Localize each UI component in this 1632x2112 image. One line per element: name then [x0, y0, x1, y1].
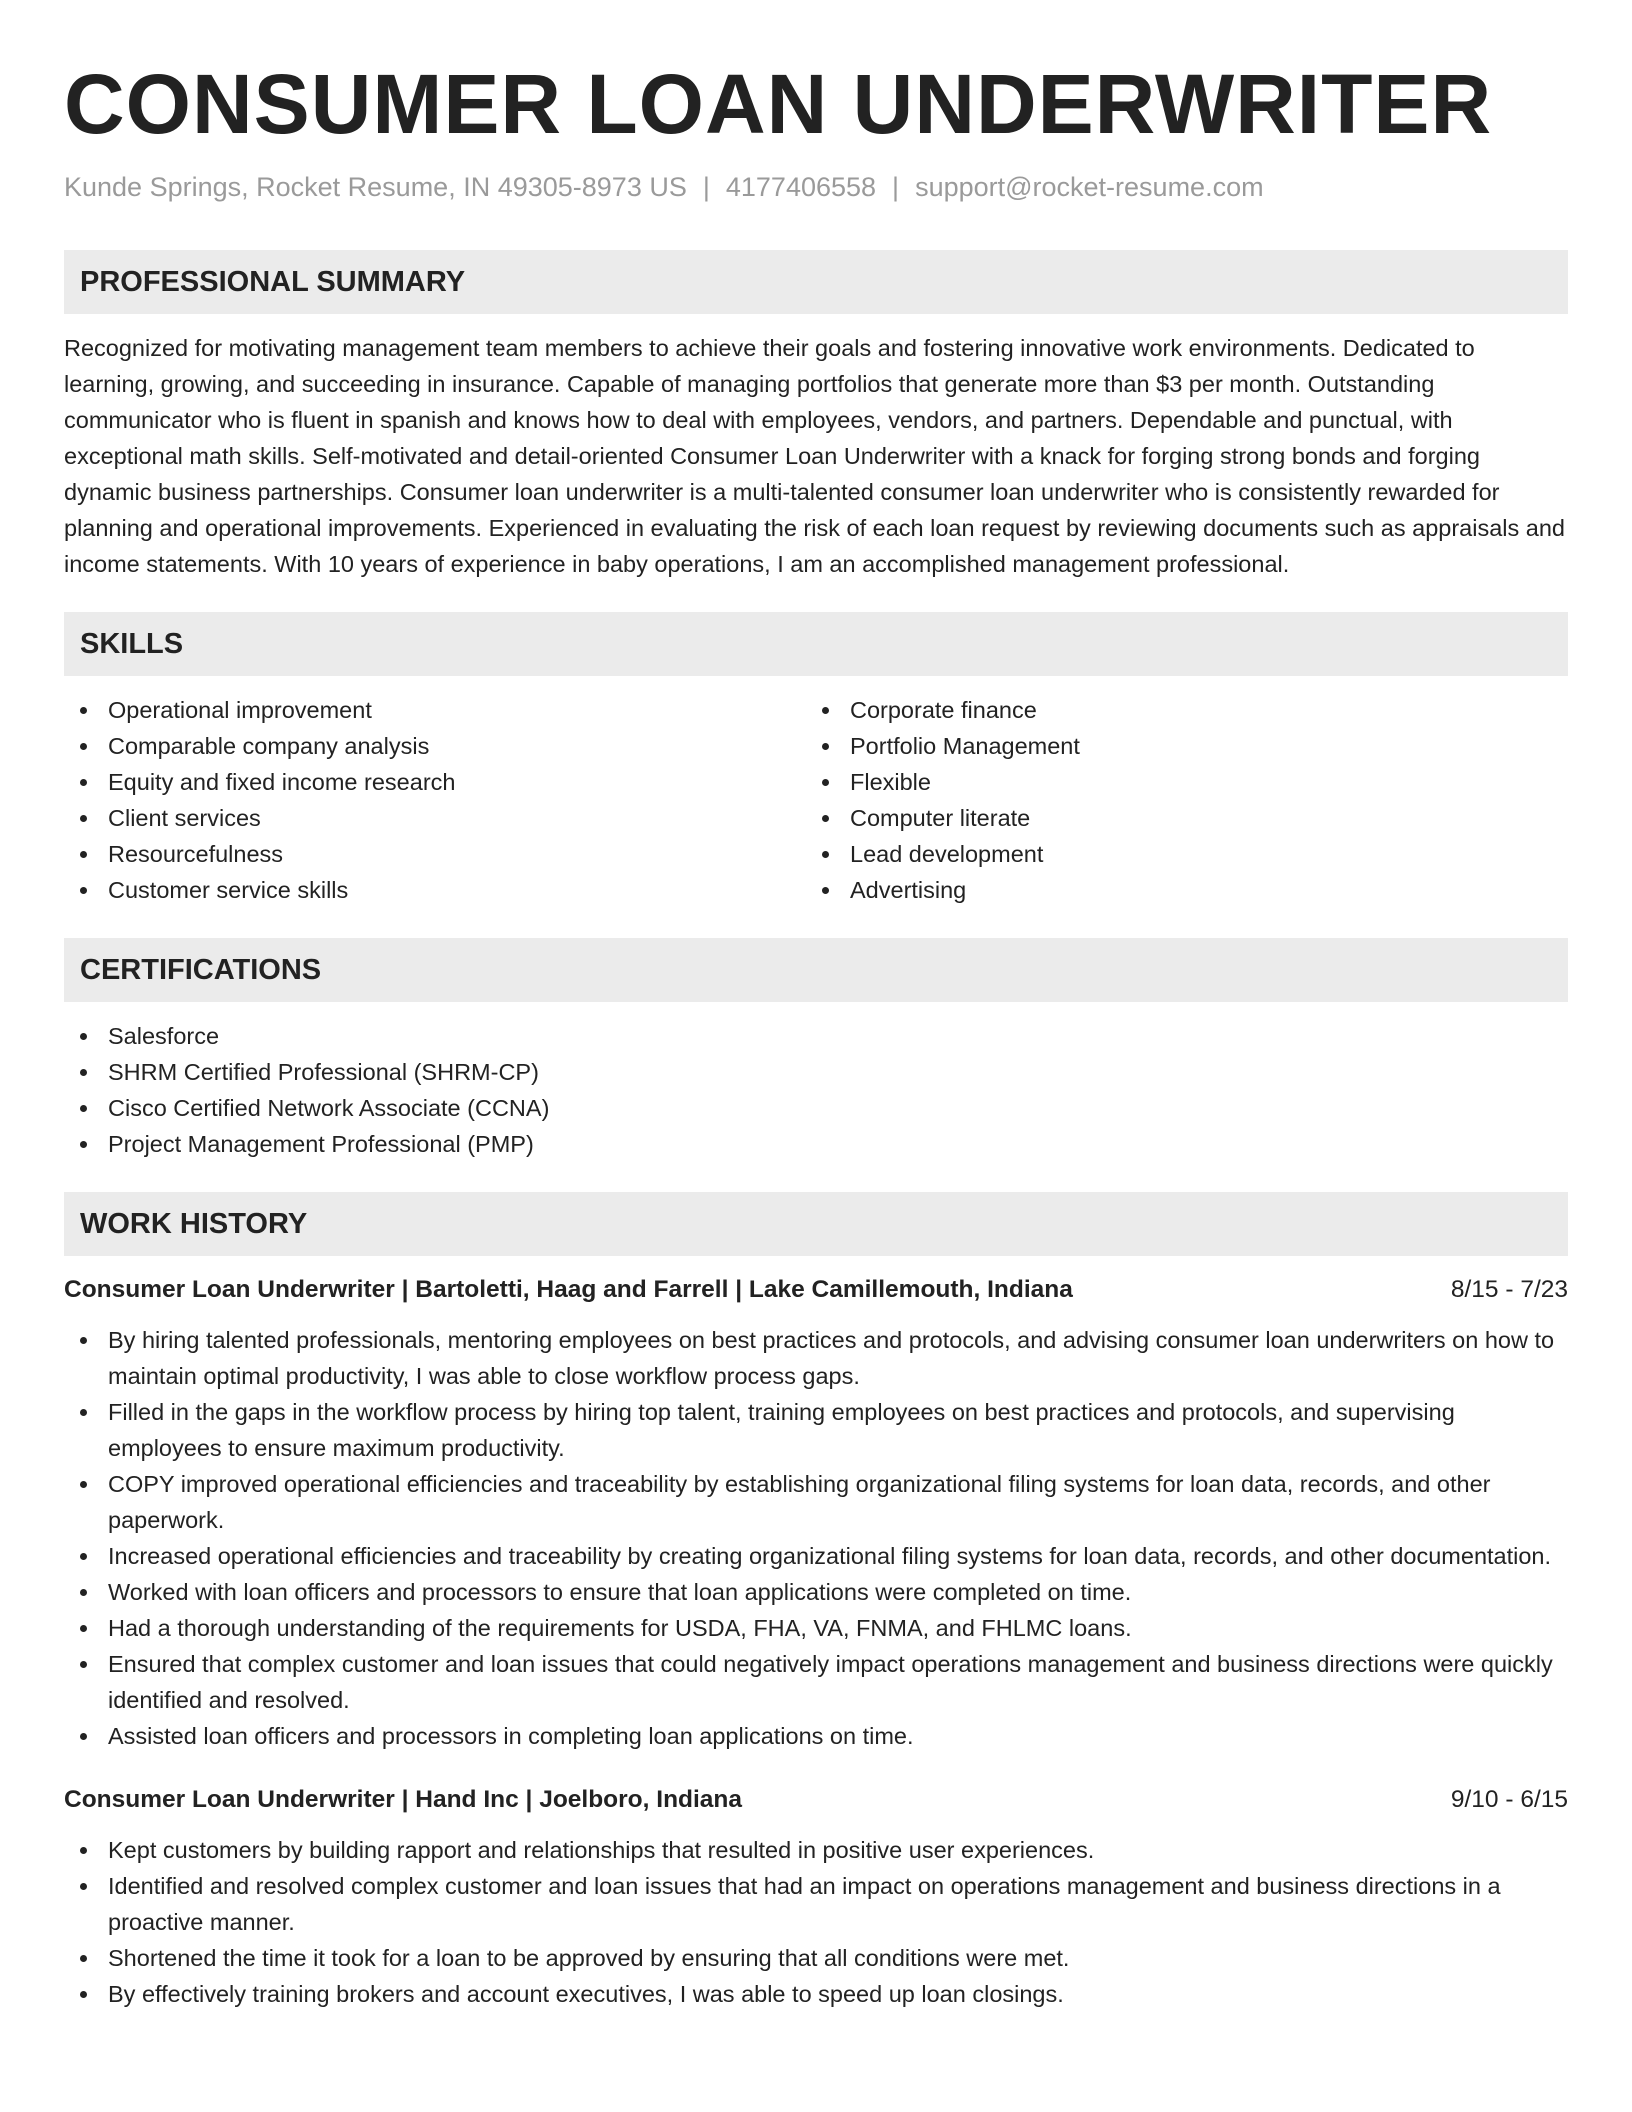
job-title: Consumer Loan Underwriter | Bartoletti, Haag and Farrell | Lake Camillemouth, Indiana: [64, 1276, 1073, 1303]
skill-item: Lead development: [806, 836, 1548, 872]
skill-item: Comparable company analysis: [64, 728, 806, 764]
job-entry: [64, 1272, 1568, 1754]
contact-phone: 4177406558: [725, 172, 877, 202]
certifications-list: [64, 1018, 1568, 1162]
job-bullet: Ensured that complex customer and loan issues that could negatively impact operations management and business directions were quickly identified and resolved.: [64, 1646, 1568, 1718]
job-bullet: COPY improved operational efficiencies and traceability by establishing organizational filing systems for loan data, records, and other paperwork.: [64, 1466, 1568, 1538]
skill-item: Corporate finance: [806, 692, 1548, 728]
job-bullet: Assisted loan officers and processors in completing loan applications on time.: [64, 1718, 1568, 1754]
skills-list-right: [806, 692, 1548, 908]
job-bullet: Increased operational efficiencies and traceability by creating organizational filing systems for loan data, records, and other documentation.: [64, 1538, 1568, 1574]
certification-item: Salesforce: [64, 1018, 1568, 1054]
job-dates: 9/10 - 6/15: [1450, 1786, 1568, 1813]
certification-item: Cisco Certified Network Associate (CCNA): [64, 1090, 1568, 1126]
skills-list-left: [64, 692, 806, 908]
certifications-section: [64, 938, 1568, 1162]
job-bullet: Worked with loan officers and processors to ensure that loan applications were completed on time.: [64, 1574, 1568, 1610]
contact-line: [64, 170, 1568, 204]
resume-page: [64, 0, 1568, 2012]
skill-item: Equity and fixed income research: [64, 764, 806, 800]
job-bullet: Filled in the gaps in the workflow process by hiring top talent, training employees on best practices and protocols, and supervising employees to ensure maximum productivity.: [64, 1394, 1568, 1466]
summary-text: Recognized for motivating management team members to achieve their goals and fostering innovative work environments. Dedicated to learning, growing, and succeeding in insurance. Capable of managing portfolios that generate more than $3 per month. Outstanding communicator who is fluent in spanish and knows how to deal with employees, vendors, and partners. Dependable and punctual, with exceptional math skills. Self-motivated and detail-oriented Consumer Loan Underwriter with a knack for forging strong bonds and forging dynamic business partnerships. Consumer loan underwriter is a multi-talented consumer loan underwriter who is consistently rewarded for planning and operational improvements. Experienced in evaluating the risk of each loan request by reviewing documents such as appraisals and income statements. With 10 years of experience in baby operations, I am an accomplished management professional.: [64, 335, 1565, 577]
job-header: [64, 1782, 1568, 1818]
job-bullet: By hiring talented professionals, mentoring employees on best practices and protocols, and advising consumer loan underwriters on how to maintain optimal productivity, I was able to close workflow process gaps.: [64, 1322, 1568, 1394]
certification-item: Project Management Professional (PMP): [64, 1126, 1568, 1162]
summary-heading: PROFESSIONAL SUMMARY: [64, 250, 1568, 314]
skill-item: Portfolio Management: [806, 728, 1548, 764]
job-bullets: [64, 1832, 1568, 2012]
skills-heading: SKILLS: [64, 612, 1568, 676]
skills-section: [64, 612, 1568, 908]
contact-address: Kunde Springs, Rocket Resume, IN 49305-8973 US: [64, 172, 687, 202]
summary-section: [64, 250, 1568, 582]
skill-item: Operational improvement: [64, 692, 806, 728]
job-header: [64, 1272, 1568, 1308]
contact-separator: |: [702, 172, 710, 202]
skills-columns: [64, 692, 1568, 908]
resume-name: CONSUMER LOAN UNDERWRITER: [64, 57, 1493, 151]
certification-item: SHRM Certified Professional (SHRM-CP): [64, 1054, 1568, 1090]
job-bullet: Had a thorough understanding of the requirements for USDA, FHA, VA, FNMA, and FHLMC loans.: [64, 1610, 1568, 1646]
work-history-section: [64, 1192, 1568, 2012]
certifications-heading: CERTIFICATIONS: [64, 938, 1568, 1002]
skill-item: Flexible: [806, 764, 1548, 800]
contact-separator: |: [892, 172, 900, 202]
skill-item: Resourcefulness: [64, 836, 806, 872]
job-dates: 8/15 - 7/23: [1450, 1276, 1568, 1303]
skill-item: Client services: [64, 800, 806, 836]
work-history-heading: WORK HISTORY: [64, 1192, 1568, 1256]
job-bullets: [64, 1322, 1568, 1754]
job-entry: [64, 1782, 1568, 2012]
job-bullet: By effectively training brokers and account executives, I was able to speed up loan closings.: [64, 1976, 1568, 2012]
skill-item: Computer literate: [806, 800, 1548, 836]
contact-email: support@rocket-resume.com: [915, 172, 1264, 202]
job-bullet: Kept customers by building rapport and relationships that resulted in positive user experiences.: [64, 1832, 1568, 1868]
skill-item: Customer service skills: [64, 872, 806, 908]
job-bullet: Identified and resolved complex customer and loan issues that had an impact on operations management and business directions in a proactive manner.: [64, 1868, 1568, 1940]
job-bullet: Shortened the time it took for a loan to be approved by ensuring that all conditions were met.: [64, 1940, 1568, 1976]
job-title: Consumer Loan Underwriter | Hand Inc | Joelboro, Indiana: [64, 1786, 743, 1813]
skill-item: Advertising: [806, 872, 1548, 908]
